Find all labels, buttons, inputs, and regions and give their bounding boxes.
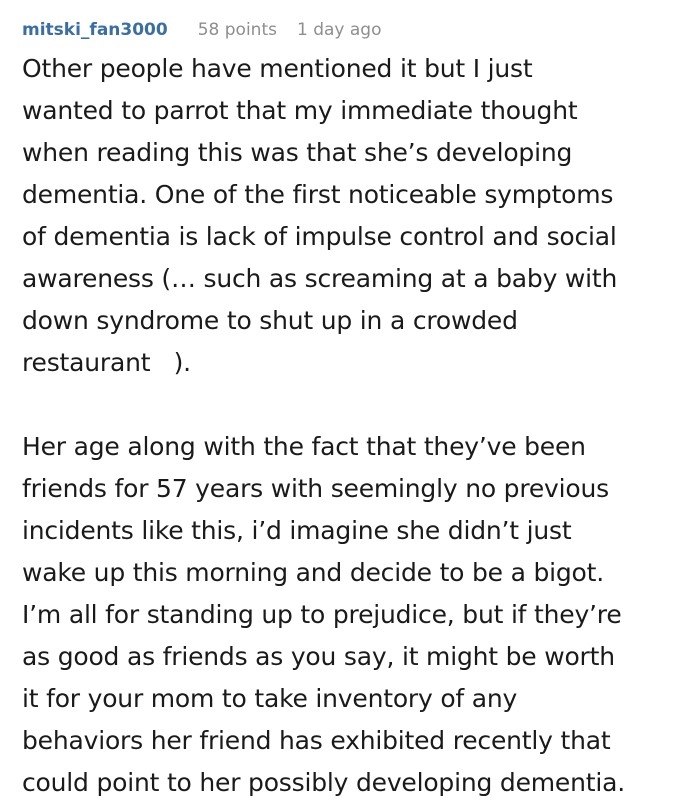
comment-points: 58 points bbox=[197, 20, 277, 40]
comment-meta bbox=[22, 14, 692, 46]
comment-timestamp[interactable]: 1 day ago bbox=[296, 20, 382, 40]
comment-paragraph-1: Other people have mentioned it but I just wanted to parrot that my immediate thought when reading this was that she’s developing dementia. One of the first noticeable symptoms of dementia is lack of impulse control and social awareness (… such as screaming at a baby with down syndrome to shut up in a crowded restaurant ). bbox=[22, 54, 618, 377]
comment bbox=[22, 14, 692, 804]
comment-paragraph-2: Her age along with the fact that they’ve been friends for 57 years with seemingly no previous incidents like this, i’d imagine she didn’t just wake up this morning and decide to be a bigot. I’m all for standing up to prejudice, but if they’re as good as friends as you say, it might be worth it for your mom to take inventory of any behaviors her friend has exhibited recently that could point to her possibly developing dementia. bbox=[22, 432, 625, 797]
comment-username[interactable]: mitski_fan3000 bbox=[22, 20, 168, 40]
comment-body bbox=[22, 48, 692, 804]
